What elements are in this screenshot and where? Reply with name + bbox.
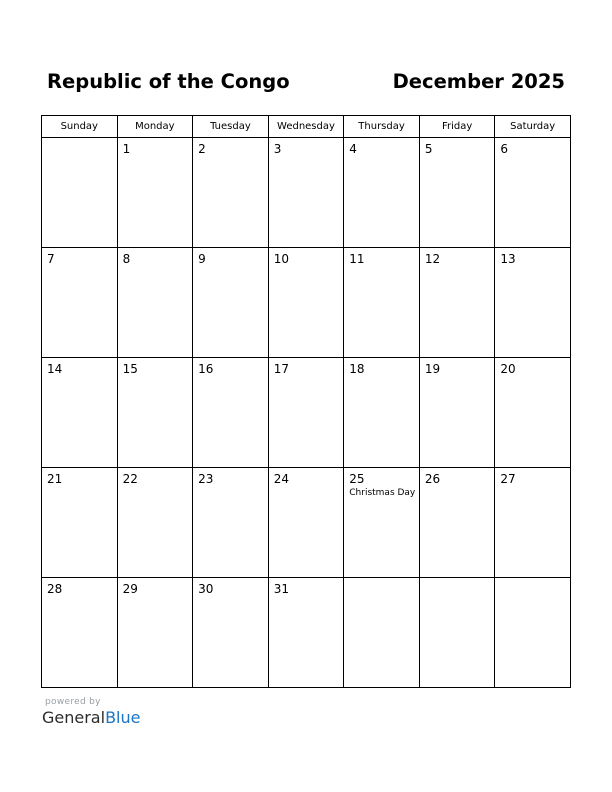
day-number: 19 (424, 362, 441, 376)
day-cell (344, 358, 420, 468)
day-cell (419, 578, 495, 688)
day-cell (419, 358, 495, 468)
week-row (42, 468, 571, 578)
day-cell (193, 578, 269, 688)
day-number: 31 (273, 582, 289, 596)
day-number: 14 (47, 362, 63, 376)
day-number: 24 (273, 472, 289, 486)
day-cell (268, 248, 344, 358)
day-cell (117, 248, 193, 358)
day-cell (193, 138, 269, 248)
day-cell (193, 248, 269, 358)
day-cell (495, 578, 571, 688)
day-number: 27 (500, 472, 516, 486)
day-number: 28 (47, 582, 63, 596)
day-number: 9 (198, 252, 206, 266)
calendar-grid (41, 115, 571, 688)
month-year-title: December 2025 (392, 70, 565, 93)
day-cell (419, 468, 495, 578)
day-number: 2 (198, 142, 206, 156)
day-cell (419, 248, 495, 358)
week-row (42, 248, 571, 358)
day-number: 25 (349, 472, 365, 486)
day-number: 6 (500, 142, 509, 156)
day-cell (117, 358, 193, 468)
day-cell (419, 138, 495, 248)
day-number: 26 (424, 472, 441, 486)
day-number: 13 (500, 252, 516, 266)
day-number: 20 (500, 362, 516, 376)
day-cell (344, 578, 420, 688)
week-row (42, 138, 571, 248)
day-number: 22 (122, 472, 138, 486)
brand-name (42, 708, 140, 728)
day-cell (344, 248, 420, 358)
day-number: 5 (424, 142, 433, 156)
weekday-sunday: Sunday (42, 116, 118, 138)
day-number: 29 (122, 582, 138, 596)
day-cell (42, 358, 118, 468)
weekday-tuesday: Tuesday (193, 116, 269, 138)
day-cell (193, 358, 269, 468)
weekday-friday: Friday (419, 116, 495, 138)
day-cell (495, 358, 571, 468)
day-cell (344, 138, 420, 248)
day-cell (117, 138, 193, 248)
day-number: 4 (349, 142, 357, 156)
day-cell (42, 248, 118, 358)
day-cell (117, 578, 193, 688)
day-cell (495, 248, 571, 358)
day-number: 16 (198, 362, 214, 376)
day-cell (193, 468, 269, 578)
day-number: 21 (47, 472, 63, 486)
day-number: 23 (198, 472, 214, 486)
weekday-header-row (42, 116, 571, 138)
day-number: 1 (122, 142, 131, 156)
brand-blue: Blue (105, 708, 141, 727)
day-cell (344, 468, 420, 578)
day-cell (117, 468, 193, 578)
weekday-saturday: Saturday (495, 116, 571, 138)
day-number: 7 (47, 252, 55, 266)
week-row (42, 358, 571, 468)
day-number: 11 (349, 252, 365, 266)
powered-by-label: powered by (45, 697, 101, 707)
day-number: 8 (122, 252, 131, 266)
day-cell (495, 468, 571, 578)
day-number: 12 (424, 252, 441, 266)
day-cell (42, 138, 118, 248)
day-number: 18 (349, 362, 365, 376)
holiday-label: Christmas Day (349, 488, 416, 498)
country-title: Republic of the Congo (47, 70, 290, 93)
day-cell (268, 578, 344, 688)
day-number: 15 (122, 362, 138, 376)
day-number: 10 (273, 252, 289, 266)
day-cell (268, 138, 344, 248)
week-row (42, 578, 571, 688)
weekday-thursday: Thursday (344, 116, 420, 138)
day-cell (495, 138, 571, 248)
day-number: 17 (273, 362, 289, 376)
day-cell (268, 468, 344, 578)
day-cell (42, 578, 118, 688)
day-cell (42, 468, 118, 578)
generalblue-logo (42, 697, 140, 728)
day-number: 3 (273, 142, 282, 156)
day-cell (268, 358, 344, 468)
weekday-monday: Monday (117, 116, 193, 138)
brand-general: General (42, 708, 106, 727)
weekday-wednesday: Wednesday (268, 116, 344, 138)
day-number: 30 (198, 582, 214, 596)
